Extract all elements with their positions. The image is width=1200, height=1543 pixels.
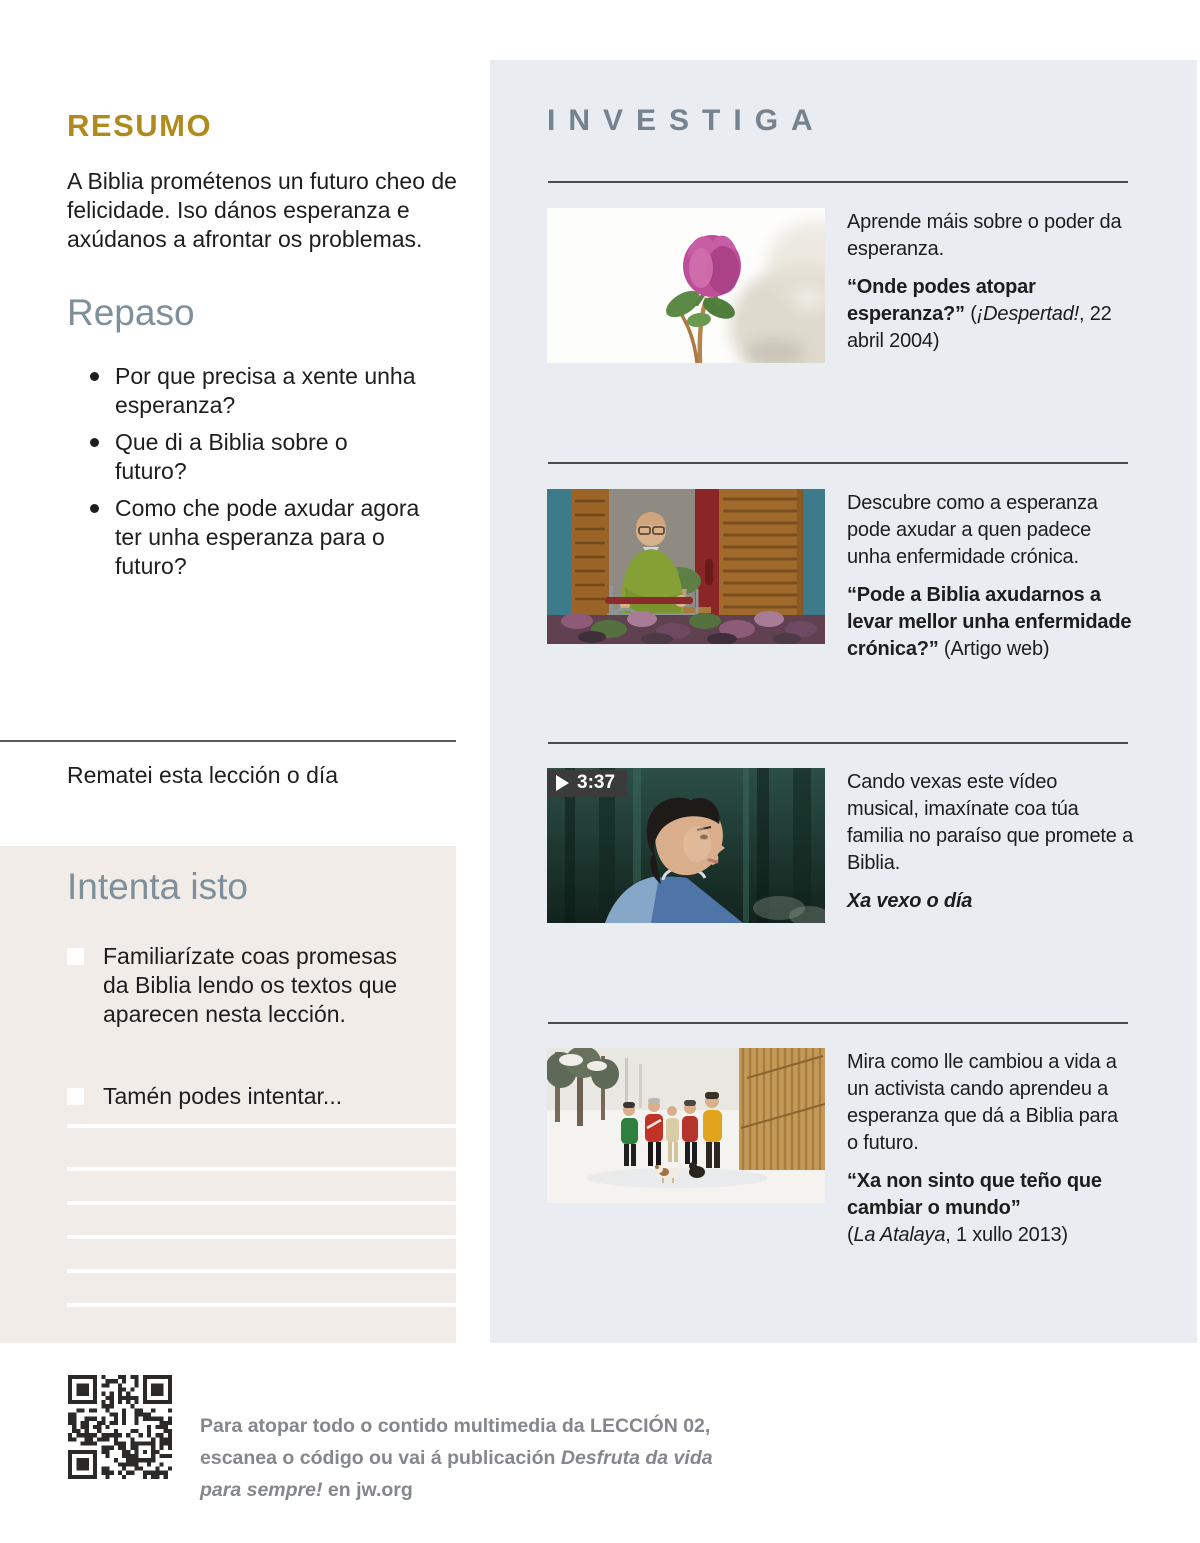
article-photo-family-snow (547, 1048, 825, 1203)
divider (548, 462, 1128, 464)
writing-line[interactable] (67, 1167, 456, 1171)
investiga-item-text (847, 769, 1133, 926)
rose-illustration (547, 208, 825, 363)
repaso-question-text: Por que precisa a xente unha esperanza? (115, 363, 416, 418)
item-lead: Mira como lle cambiou a vida a un activista cando aprendeu a esperanza que dá a Biblia para o futuro. (847, 1051, 1118, 1154)
task-item (67, 1082, 427, 1111)
divider (548, 742, 1128, 744)
article-photo-rose (547, 208, 825, 363)
checkbox[interactable] (67, 948, 84, 965)
repaso-question (90, 362, 420, 420)
repaso-question (90, 494, 420, 581)
writing-line[interactable] (67, 1303, 456, 1307)
item-reference: “Xa non sinto que teño que cambiar o mundo” (La Atalaya, 1 xullo 2013) (847, 1170, 1102, 1246)
footer-note: Para atopar todo o contido multimedia da LECCIÓN 02, escanea o código ou vai á publicación Desfruta da vida para sempre! en jw.org (200, 1415, 713, 1501)
task-text: Familiarízate coas promesas da Biblia lendo os textos que aparecen nesta lección. (103, 943, 398, 1027)
video-title: Xa vexo o día (847, 890, 973, 912)
bullet-icon (90, 372, 99, 381)
video-duration: 3:37 (577, 772, 616, 793)
repaso-question (90, 428, 420, 486)
writing-line[interactable] (67, 1269, 456, 1273)
investiga-item-text (847, 490, 1133, 674)
video-duration-badge (547, 770, 627, 797)
divider (548, 181, 1128, 183)
video-thumbnail[interactable] (547, 768, 825, 923)
item-lead: Cando vexas este vídeo musical, imaxínate coa túa familia no paraíso que promete a Biblia. (847, 771, 1133, 874)
item-lead: Descubre como a esperanza pode axudar a quen padece unha enfermidade crónica. (847, 492, 1098, 568)
resumo-paragraph: A Biblia prométenos un futuro cheo de felicidade. Iso dános esperanza e axúdanos a afrontar os problemas. (67, 168, 457, 252)
repaso-question-list (90, 362, 420, 589)
task-text: Tamén podes intentar... (103, 1083, 343, 1109)
investiga-heading: INVESTIGA (547, 104, 826, 137)
qr-code (68, 1375, 172, 1479)
completion-date-label: Rematei esta lección o día (67, 762, 339, 788)
item-lead: Aprende máis sobre o poder da esperanza. (847, 211, 1122, 260)
repaso-question-text: Como che pode axudar agora ter unha esperanza para o futuro? (115, 495, 420, 579)
item-reference: “Onde podes atopar esperanza?” (¡Despertad!, 22 abril 2004) (847, 276, 1112, 352)
window-illustration (547, 489, 825, 644)
writing-line[interactable] (67, 1201, 456, 1205)
writing-line[interactable] (67, 1124, 456, 1128)
bullet-icon (90, 504, 99, 513)
item-reference: “Pode a Biblia axudarnos a levar mellor unha enfermidade crónica?” (Artigo web) (847, 584, 1132, 660)
bullet-icon (90, 438, 99, 447)
repaso-question-text: Que di a Biblia sobre o futuro? (115, 429, 348, 484)
investiga-item-text (847, 1049, 1133, 1260)
divider (0, 740, 456, 742)
task-item (67, 942, 427, 1029)
winter-walk-illustration (547, 1048, 825, 1203)
divider (548, 1022, 1128, 1024)
article-photo-wheelchair (547, 489, 825, 644)
resumo-heading: RESUMO (67, 108, 213, 143)
try-this-heading: Intenta isto (67, 866, 249, 907)
repaso-heading: Repaso (67, 292, 195, 333)
checkbox[interactable] (67, 1088, 84, 1105)
play-icon (556, 775, 569, 791)
writing-line[interactable] (67, 1235, 456, 1239)
investiga-item-text (847, 209, 1133, 366)
